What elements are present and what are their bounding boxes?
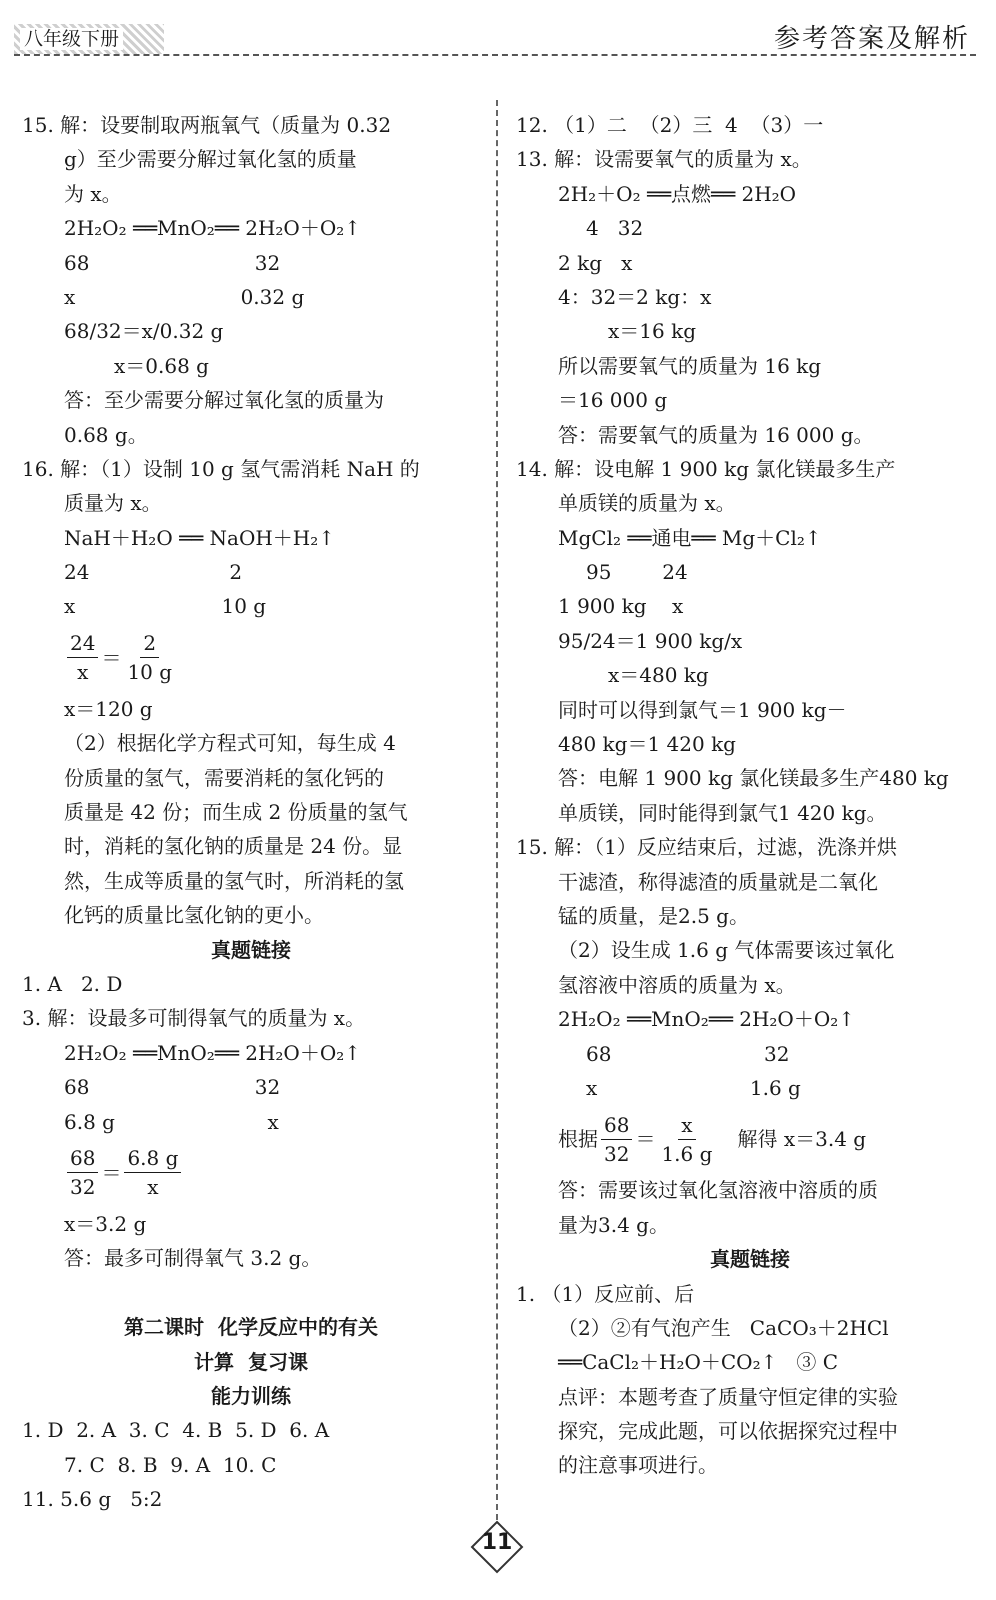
fraction-numerator: 24 bbox=[67, 629, 98, 658]
answer-line: （2）设生成 1.6 g 气体需要该过氧化 bbox=[558, 938, 895, 963]
answer-line: 12. （1）二 （2）三 4 （3）一 bbox=[516, 113, 824, 137]
equation-suffix: 解得 x＝3.4 g bbox=[718, 1127, 867, 1152]
answer-line: g）至少需要分解过氧化氢的质量 bbox=[64, 147, 357, 172]
right-column bbox=[516, 108, 984, 1483]
answer-line: 2 kg x bbox=[558, 250, 633, 275]
fraction bbox=[67, 629, 98, 686]
answer-line: 3. 解：设最多可制得氧气的质量为 x。 bbox=[22, 1006, 366, 1031]
equals-sign: ＝ bbox=[635, 1127, 656, 1152]
header-rule bbox=[14, 54, 976, 56]
section-heading: 真题链接 bbox=[211, 937, 291, 962]
answer-line bbox=[22, 1276, 480, 1310]
answer-line: （2）根据化学方程式可知，每生成 4 bbox=[64, 731, 396, 756]
fraction-denominator: 32 bbox=[604, 1141, 630, 1166]
answer-line: 14. 解：设电解 1 900 kg 氯化镁最多生产 bbox=[516, 456, 896, 481]
answer-line: 1 900 kg x bbox=[558, 594, 684, 619]
answer-line: 68 32 bbox=[64, 250, 281, 275]
answer-line: 答：最多可制得氧气 3.2 g。 bbox=[64, 1246, 322, 1271]
answer-line: 锰的质量，是2.5 g。 bbox=[558, 903, 749, 928]
answer-line: 4：32＝2 kg：x bbox=[558, 284, 712, 309]
answer-line: ＝16 000 g bbox=[558, 388, 668, 413]
fraction-equation bbox=[22, 624, 480, 692]
fraction bbox=[124, 629, 175, 686]
answer-line: 11. 5.6 g 5:2 bbox=[22, 1487, 163, 1512]
answer-line: x＝480 kg bbox=[608, 663, 709, 688]
fraction-denominator: 10 g bbox=[127, 660, 173, 685]
answer-line: 2H₂O₂ ══MnO₂══ 2H₂O＋O₂↑ bbox=[558, 1007, 856, 1032]
fraction-numerator: 68 bbox=[67, 1144, 98, 1173]
fraction-denominator: 32 bbox=[70, 1175, 96, 1200]
answer-line: 16. 解：（1）设制 10 g 氢气需消耗 NaH 的 bbox=[22, 456, 420, 481]
answer-line: 24 2 bbox=[64, 560, 243, 585]
answer-line: 15. 解：设要制取两瓶氧气（质量为 0.32 bbox=[22, 113, 392, 137]
fraction-denominator: x bbox=[147, 1175, 159, 1200]
answer-line: 份质量的氢气，需要消耗的氢化钙的 bbox=[64, 765, 384, 790]
answer-line: （2）②有气泡产生 CaCO₃＋2HCl bbox=[558, 1315, 889, 1340]
fraction-numerator: 68 bbox=[601, 1111, 632, 1140]
answer-line: 2H₂O₂ ══MnO₂══ 2H₂O＋O₂↑ bbox=[64, 1040, 362, 1065]
section-heading: 第二课时 化学反应中的有关 bbox=[124, 1315, 378, 1340]
answer-line: 探究，完成此题，可以依据探究过程中 bbox=[558, 1419, 898, 1444]
answer-line: NaH＋H₂O ══ NaOH＋H₂↑ bbox=[64, 525, 335, 550]
answer-line: 时，消耗的氢化钠的质量是 24 份。显 bbox=[64, 834, 403, 859]
answer-line: 68 32 bbox=[586, 1041, 790, 1066]
answer-line: 1. A 2. D bbox=[22, 971, 123, 996]
answer-line: 答：需要该过氧化氢溶液中溶质的质 bbox=[558, 1178, 878, 1203]
answer-line: x＝16 kg bbox=[608, 319, 697, 344]
answer-line: 为 x。 bbox=[64, 181, 122, 206]
section-heading: 能力训练 bbox=[211, 1383, 291, 1408]
answer-line: 单质镁，同时能得到氯气1 420 kg。 bbox=[558, 800, 887, 825]
grade-label: 八年级下册 bbox=[20, 28, 123, 50]
grade-tag bbox=[14, 24, 164, 54]
answer-line: x＝0.68 g bbox=[114, 353, 209, 378]
fraction-equation bbox=[22, 1139, 480, 1207]
answer-line: 同时可以得到氯气＝1 900 kg－ bbox=[558, 697, 847, 722]
equation-prefix: 根据 bbox=[558, 1127, 598, 1152]
answer-line: 化钙的质量比氢化钠的更小。 bbox=[64, 903, 324, 928]
answer-line: 答：至少需要分解过氧化氢的质量为 bbox=[64, 388, 384, 413]
fraction-equation bbox=[516, 1105, 984, 1173]
answer-line: 答：需要氧气的质量为 16 000 g。 bbox=[558, 422, 874, 447]
answer-line: 95 24 bbox=[586, 560, 688, 585]
answer-line: 1. （1）反应前、后 bbox=[516, 1281, 695, 1306]
answer-line: x＝120 g bbox=[64, 696, 153, 721]
fraction bbox=[658, 1111, 715, 1168]
answer-line: 13. 解：设需要氧气的质量为 x。 bbox=[516, 147, 812, 172]
equals-sign: ＝ bbox=[101, 645, 122, 670]
section-heading: 真题链接 bbox=[710, 1247, 790, 1272]
column-divider bbox=[496, 100, 498, 1520]
fraction bbox=[124, 1144, 181, 1201]
fraction-denominator: x bbox=[77, 660, 89, 685]
answer-line: x 0.32 g bbox=[64, 284, 305, 309]
answer-line: 质量是 42 份；而生成 2 份质量的氢气 bbox=[64, 800, 408, 825]
answer-line: 量为3.4 g。 bbox=[558, 1212, 669, 1237]
answer-line: ══CaCl₂＋H₂O＋CO₂↑ ③ C bbox=[558, 1350, 839, 1375]
fraction-numerator: x bbox=[678, 1111, 695, 1140]
answer-line: 480 kg＝1 420 kg bbox=[558, 732, 736, 757]
answer-line: 干滤渣，称得滤渣的质量就是二氧化 bbox=[558, 869, 878, 894]
answer-line: 单质镁的质量为 x。 bbox=[558, 491, 736, 516]
answer-line: x＝3.2 g bbox=[64, 1211, 147, 1236]
answer-line: 所以需要氧气的质量为 16 kg bbox=[558, 353, 822, 378]
fraction-numerator: 6.8 g bbox=[124, 1144, 181, 1173]
page-number: 11 bbox=[481, 1530, 513, 1555]
answer-line: 6.8 g x bbox=[64, 1109, 279, 1134]
left-column bbox=[22, 108, 480, 1516]
answer-line: 的注意事项进行。 bbox=[558, 1453, 718, 1478]
answer-line: 氢溶液中溶质的质量为 x。 bbox=[558, 972, 796, 997]
answer-line: 0.68 g。 bbox=[64, 422, 148, 447]
fraction-denominator: 1.6 g bbox=[661, 1141, 713, 1166]
section-heading: 计算 复习课 bbox=[194, 1349, 308, 1374]
answer-line: 答：电解 1 900 kg 氯化镁最多生产480 kg bbox=[558, 766, 949, 791]
fraction bbox=[601, 1111, 632, 1168]
answer-line: 质量为 x。 bbox=[64, 491, 162, 516]
header-title: 参考答案及解析 bbox=[773, 24, 970, 54]
answer-line: 4 32 bbox=[586, 216, 644, 241]
fraction bbox=[67, 1144, 98, 1201]
answer-line: 95/24＝1 900 kg/x bbox=[558, 628, 743, 653]
answer-line: 2H₂O₂ ══MnO₂══ 2H₂O＋O₂↑ bbox=[64, 216, 362, 241]
answer-line: MgCl₂ ══通电══ Mg＋Cl₂↑ bbox=[558, 525, 822, 550]
answer-line: 2H₂＋O₂ ══点燃══ 2H₂O bbox=[558, 181, 797, 206]
equals-sign: ＝ bbox=[101, 1160, 122, 1185]
fraction-numerator: 2 bbox=[140, 629, 159, 658]
answer-line: 68/32＝x/0.32 g bbox=[64, 319, 224, 344]
answer-line: 68 32 bbox=[64, 1075, 281, 1100]
answer-line: 7. C 8. B 9. A 10. C bbox=[64, 1452, 277, 1477]
answer-line: 点评：本题考查了质量守恒定律的实验 bbox=[558, 1384, 898, 1409]
answer-line: x 1.6 g bbox=[586, 1075, 801, 1100]
answer-line: x 10 g bbox=[64, 594, 267, 619]
answer-line: 15. 解：（1）反应结束后，过滤，洗涤并烘 bbox=[516, 835, 897, 860]
answer-line: 1. D 2. A 3. C 4. B 5. D 6. A bbox=[22, 1418, 330, 1443]
answer-line: 然，生成等质量的氢气时，所消耗的氢 bbox=[64, 868, 404, 893]
